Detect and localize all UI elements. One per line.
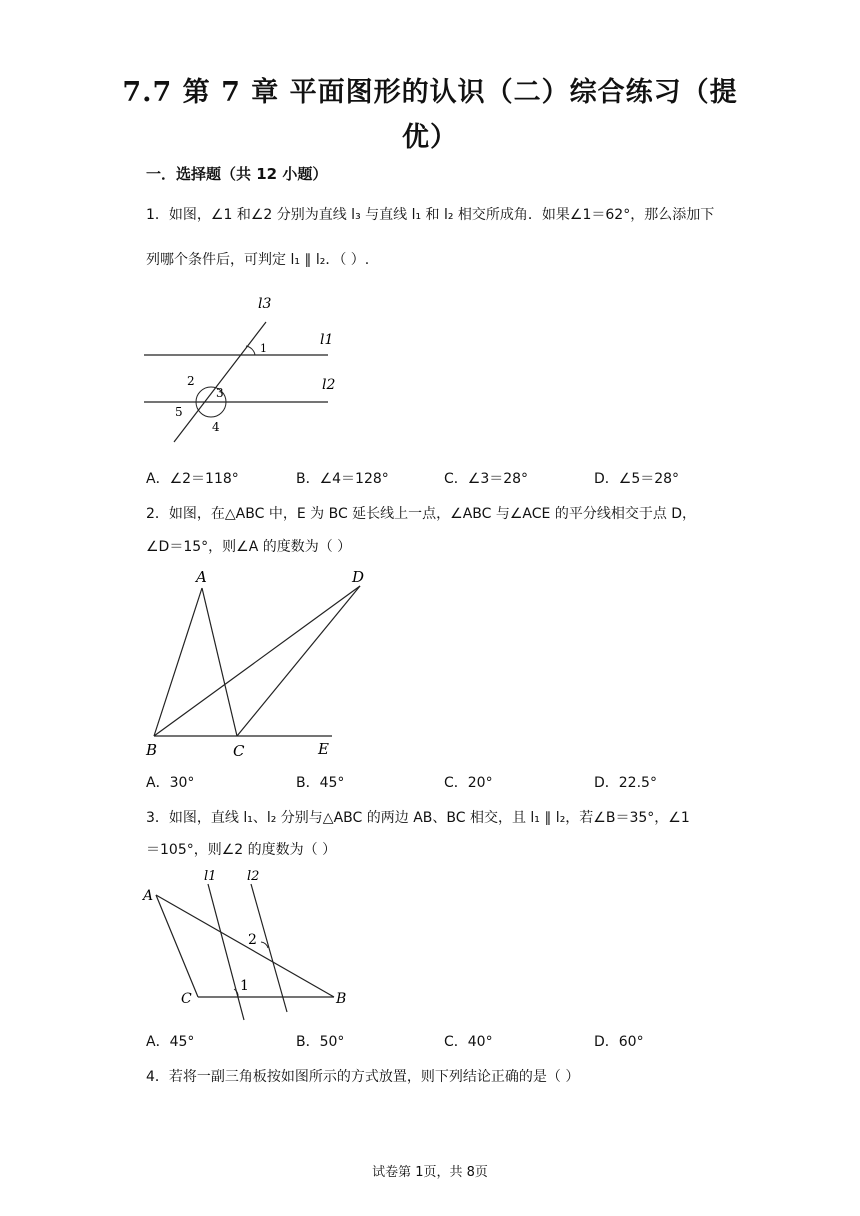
label-angle-4: 4 — [212, 420, 220, 434]
segment-ab — [154, 588, 202, 736]
segment-cd — [237, 586, 360, 736]
question-2-option-c: C．20° — [444, 775, 493, 791]
question-2-text-line-1: 2．如图，在△ABC 中，E 为 BC 延长线上一点，∠ABC 与∠ACE 的平分线相交于点 D， — [146, 506, 697, 522]
question-2-text-line-2: ∠D＝15°，则∠A 的度数为（ ） — [146, 539, 352, 555]
page-title-line-2: 优） — [402, 122, 458, 153]
question-1-option-c: C．∠3＝28° — [444, 471, 529, 487]
label-d: D — [352, 568, 365, 586]
question-3-option-c: C．40° — [444, 1034, 493, 1050]
question-2-option-b: B．45° — [296, 775, 345, 791]
segment-ac — [202, 588, 237, 736]
question-2-option-a: A．30° — [146, 775, 195, 791]
label-angle-2: 2 — [248, 932, 257, 948]
label-a: A — [143, 888, 154, 904]
question-2-figure — [140, 562, 380, 762]
label-angle-1: 1 — [260, 342, 267, 355]
question-1-option-d: D．∠5＝28° — [594, 471, 680, 487]
label-l3: l3 — [258, 296, 272, 312]
angle-1-arc — [246, 346, 255, 355]
question-2-option-d: D．22.5° — [594, 775, 657, 791]
label-angle-1: 1 — [240, 978, 249, 994]
label-a: A — [196, 568, 207, 586]
question-1-option-a: A．∠2＝118° — [146, 471, 239, 487]
question-4-text-line-1: 4．若将一副三角板按如图所示的方式放置，则下列结论正确的是（ ） — [146, 1069, 580, 1085]
question-1-text-line-1: 1．如图，∠1 和∠2 分别为直线 l₃ 与直线 l₁ 和 l₂ 相交所成角．如果∠1＝62°，那么添加下 — [146, 207, 715, 223]
segment-ac — [156, 895, 198, 997]
section-heading: 一．选择题（共 12 小题） — [146, 165, 328, 183]
page-title-line-1: 7.7 第 7 章 平面图形的认识（二）综合练习（提 — [122, 77, 738, 108]
label-e: E — [318, 740, 329, 758]
label-l1: l1 — [320, 332, 334, 348]
label-l1: l1 — [204, 869, 217, 884]
label-angle-3: 3 — [216, 386, 224, 400]
question-1-figure — [140, 292, 350, 452]
label-c: C — [181, 991, 192, 1007]
label-l2: l2 — [247, 869, 260, 884]
question-3-option-a: A．45° — [146, 1034, 195, 1050]
label-angle-2: 2 — [187, 374, 195, 388]
question-3-option-d: D．60° — [594, 1034, 644, 1050]
question-1-text-line-2: 列哪个条件后，可判定 l₁ ∥ l₂．（ ）. — [146, 252, 370, 268]
label-angle-5: 5 — [175, 405, 183, 419]
line-l1 — [208, 884, 244, 1020]
question-1-option-b: B．∠4＝128° — [296, 471, 389, 487]
question-3-text-line-2: ＝105°，则∠2 的度数为（ ） — [146, 842, 337, 858]
question-3-figure — [140, 862, 360, 1027]
label-b: B — [146, 741, 158, 759]
question-3-option-b: B．50° — [296, 1034, 345, 1050]
page-footer: 试卷第 1页，共 8页 — [372, 1165, 488, 1180]
label-b: B — [336, 991, 347, 1007]
label-c: C — [233, 742, 245, 760]
line-l2 — [251, 884, 287, 1012]
segment-bd — [154, 586, 360, 736]
question-3-text-line-1: 3．如图，直线 l₁、l₂ 分别与△ABC 的两边 AB、BC 相交，且 l₁ ∥ l₂，若∠B＝35°，∠1 — [146, 810, 690, 826]
label-l2: l2 — [322, 377, 336, 393]
